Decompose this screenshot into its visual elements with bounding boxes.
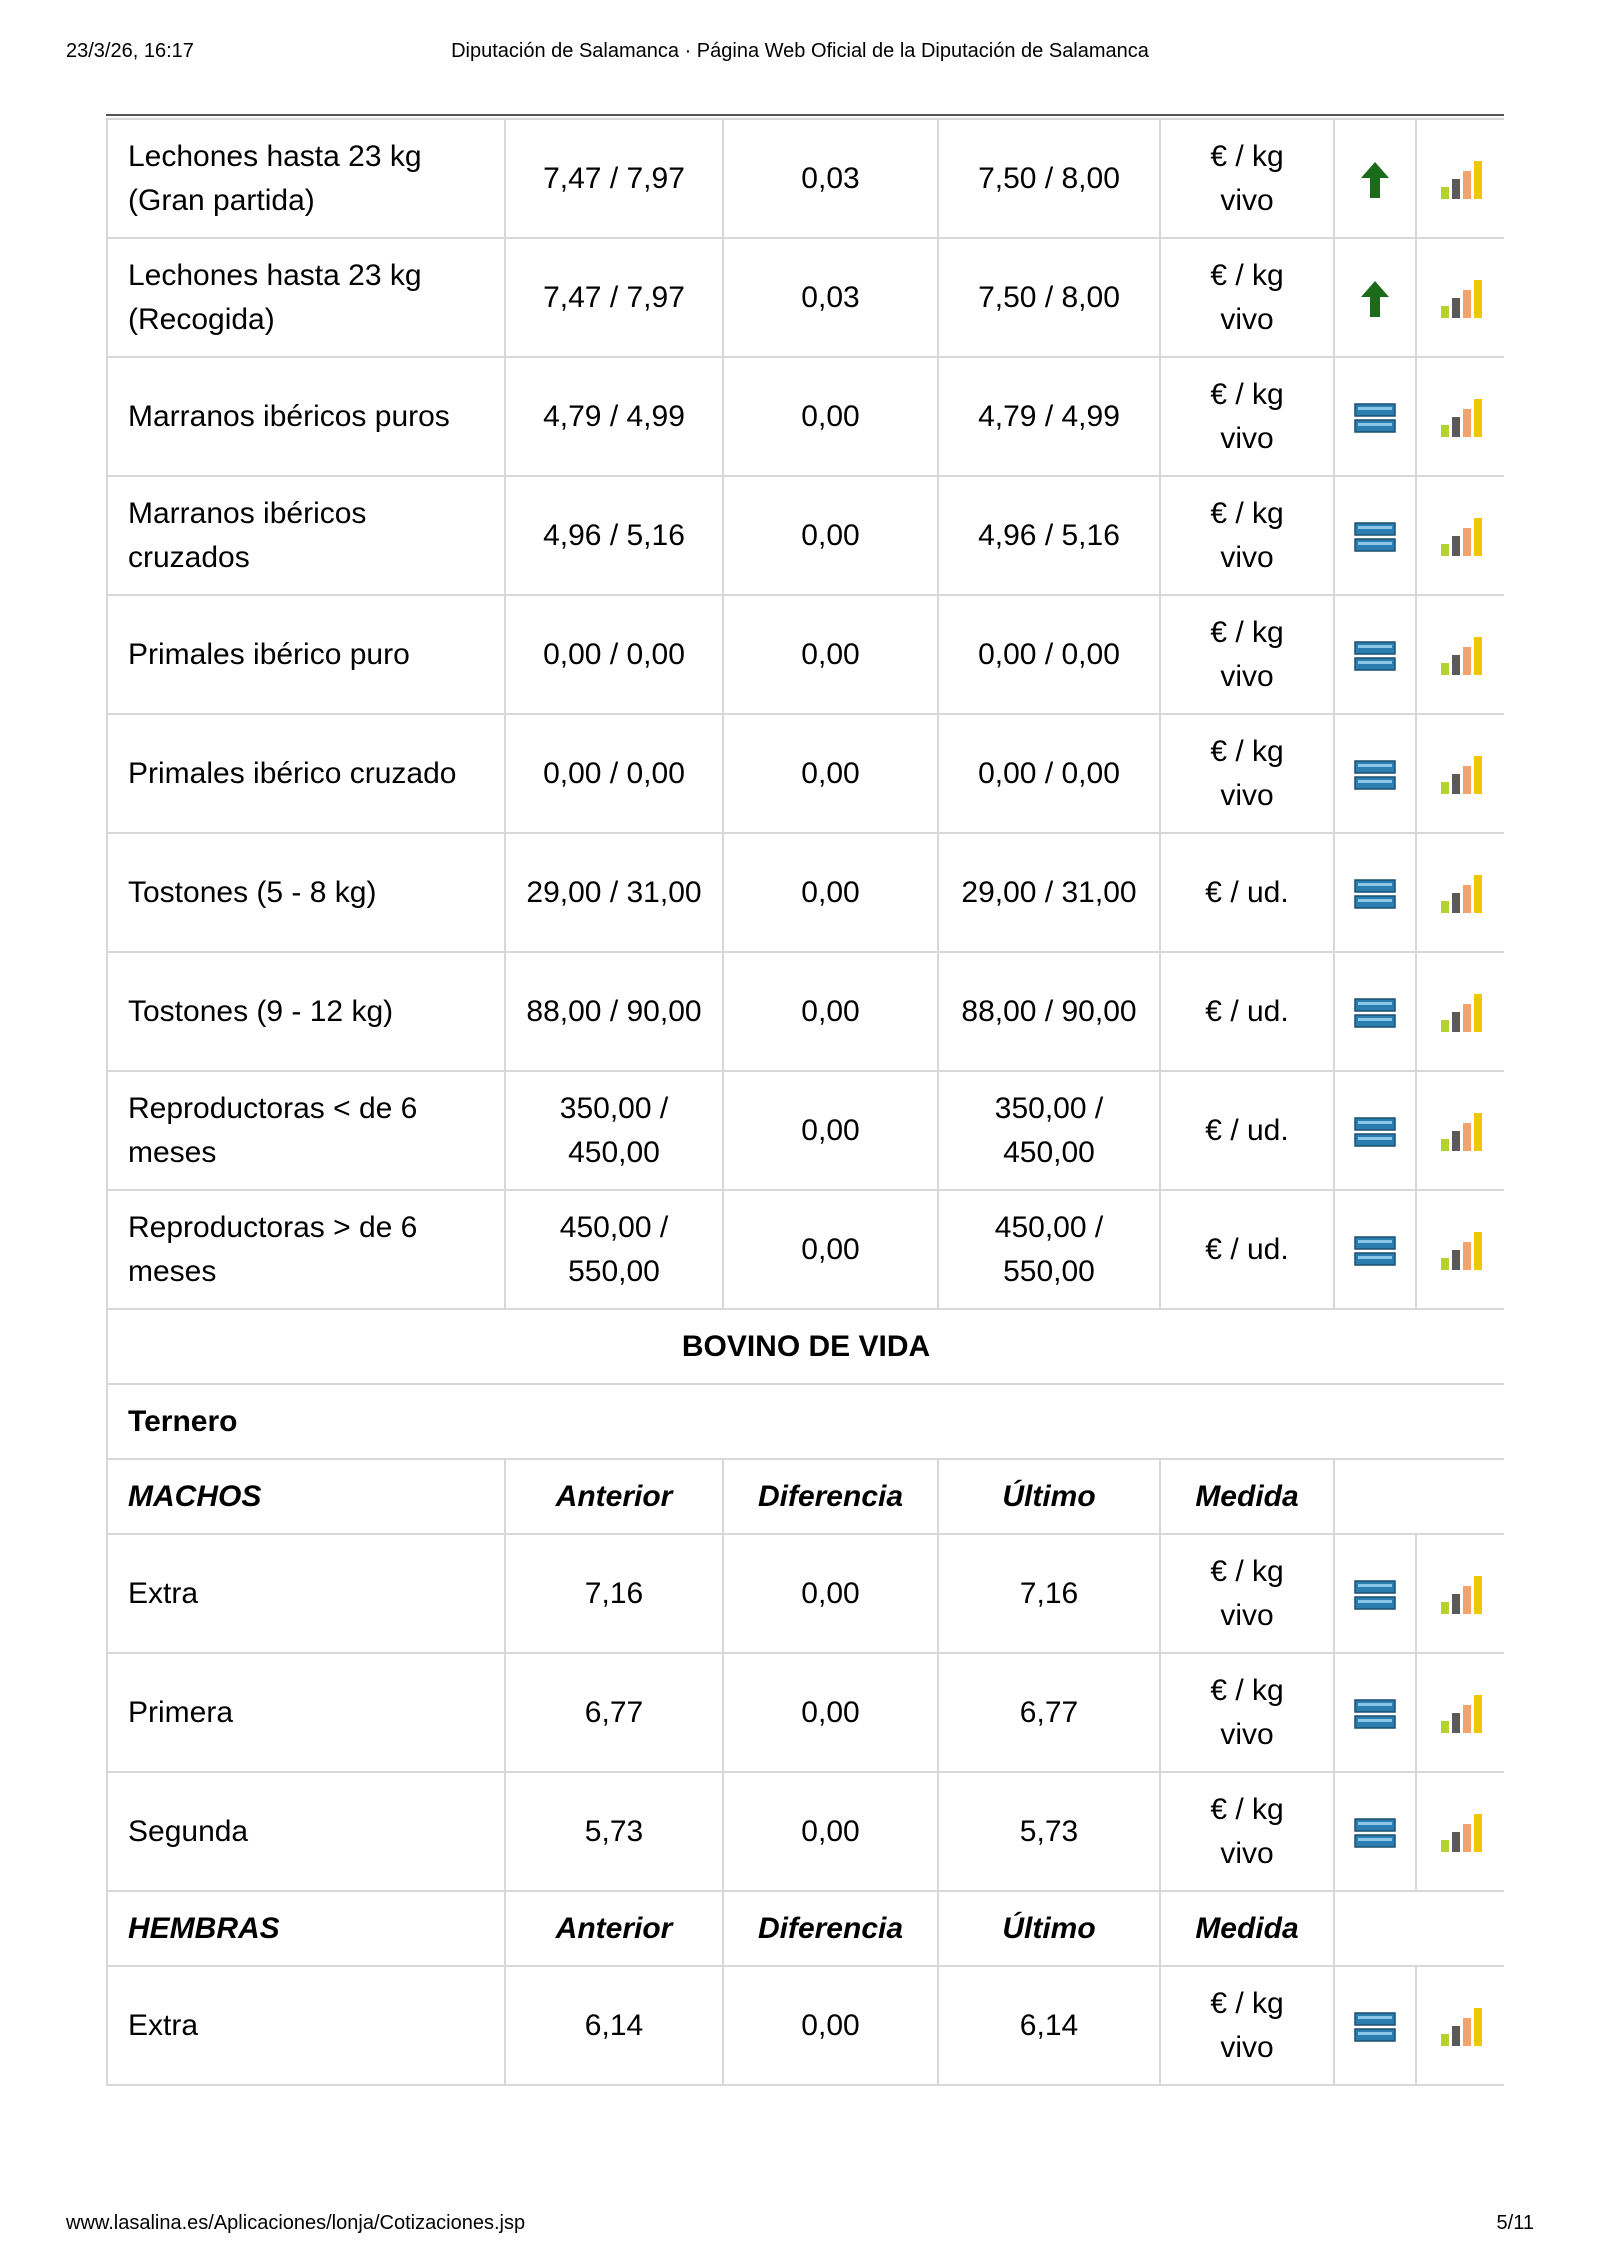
subsection-title: Ternero	[107, 1384, 1504, 1459]
diferencia-value: 0,00	[723, 714, 938, 833]
table-row	[107, 1534, 1504, 1653]
medida-value: € / kg vivo	[1160, 1966, 1334, 2085]
product-name: Lechones hasta 23 kg (Gran partida)	[107, 119, 505, 238]
header-diferencia: Diferencia	[723, 1891, 938, 1966]
header-ultimo: Último	[938, 1891, 1160, 1966]
trend-cell	[1334, 1966, 1416, 2085]
medida-value: € / kg vivo	[1160, 1534, 1334, 1653]
bar-chart-icon[interactable]	[1439, 874, 1483, 914]
table-row	[107, 595, 1504, 714]
table-row	[107, 952, 1504, 1071]
product-name: Extra	[107, 1534, 505, 1653]
bar-chart-icon[interactable]	[1439, 517, 1483, 557]
chart-link-cell[interactable]	[1416, 833, 1504, 952]
print-page-number: 5/11	[1496, 2212, 1534, 2234]
table-row	[107, 238, 1504, 357]
trend-cell	[1334, 238, 1416, 357]
anterior-value: 88,00 / 90,00	[505, 952, 723, 1071]
anterior-value: 0,00 / 0,00	[505, 714, 723, 833]
diferencia-value: 0,00	[723, 1772, 938, 1891]
print-footer	[0, 2212, 1600, 2242]
product-name: Tostones (5 - 8 kg)	[107, 833, 505, 952]
bar-chart-icon[interactable]	[1439, 1231, 1483, 1271]
header-empty	[1334, 1459, 1504, 1534]
diferencia-value: 0,00	[723, 476, 938, 595]
bar-chart-icon[interactable]	[1439, 636, 1483, 676]
equal-icon	[1354, 1235, 1396, 1267]
trend-cell	[1334, 1653, 1416, 1772]
ultimo-value: 29,00 / 31,00	[938, 833, 1160, 952]
anterior-value: 6,77	[505, 1653, 723, 1772]
table-row	[107, 1190, 1504, 1309]
anterior-value: 7,16	[505, 1534, 723, 1653]
table-row	[107, 119, 1504, 238]
trend-cell	[1334, 1071, 1416, 1190]
ultimo-value: 0,00 / 0,00	[938, 714, 1160, 833]
ultimo-value: 7,16	[938, 1534, 1160, 1653]
chart-link-cell[interactable]	[1416, 119, 1504, 238]
product-name: Primales ibérico puro	[107, 595, 505, 714]
equal-icon	[1354, 1579, 1396, 1611]
ultimo-value: 7,50 / 8,00	[938, 238, 1160, 357]
table-row	[107, 833, 1504, 952]
bar-chart-icon[interactable]	[1439, 160, 1483, 200]
trend-cell	[1334, 1772, 1416, 1891]
medida-value: € / ud.	[1160, 952, 1334, 1071]
product-name: Marranos ibéricos puros	[107, 357, 505, 476]
chart-link-cell[interactable]	[1416, 1071, 1504, 1190]
section-row	[107, 1309, 1504, 1384]
diferencia-value: 0,00	[723, 1071, 938, 1190]
anterior-value: 5,73	[505, 1772, 723, 1891]
anterior-value: 0,00 / 0,00	[505, 595, 723, 714]
product-name: Reproductoras > de 6 meses	[107, 1190, 505, 1309]
ultimo-value: 88,00 / 90,00	[938, 952, 1160, 1071]
header-ultimo: Último	[938, 1459, 1160, 1534]
header-anterior: Anterior	[505, 1459, 723, 1534]
trend-cell	[1334, 1534, 1416, 1653]
machos-rows	[107, 1534, 1504, 1891]
hembras-rows	[107, 1966, 1504, 2085]
chart-link-cell[interactable]	[1416, 476, 1504, 595]
header-medida: Medida	[1160, 1459, 1334, 1534]
medida-value: € / kg vivo	[1160, 476, 1334, 595]
bar-chart-icon[interactable]	[1439, 1694, 1483, 1734]
anterior-value: 350,00 / 450,00	[505, 1071, 723, 1190]
anterior-value: 4,79 / 4,99	[505, 357, 723, 476]
up-arrow-icon	[1360, 280, 1390, 318]
equal-icon	[1354, 2011, 1396, 2043]
chart-link-cell[interactable]	[1416, 1190, 1504, 1309]
ultimo-value: 450,00 / 550,00	[938, 1190, 1160, 1309]
bar-chart-icon[interactable]	[1439, 993, 1483, 1033]
ultimo-value: 0,00 / 0,00	[938, 595, 1160, 714]
equal-icon	[1354, 402, 1396, 434]
header-diferencia: Diferencia	[723, 1459, 938, 1534]
quotes-table	[106, 118, 1504, 2086]
anterior-value: 7,47 / 7,97	[505, 238, 723, 357]
trend-cell	[1334, 833, 1416, 952]
equal-icon	[1354, 521, 1396, 553]
table-row	[107, 714, 1504, 833]
ultimo-value: 6,14	[938, 1966, 1160, 2085]
up-arrow-icon	[1360, 161, 1390, 199]
machos-group-label: MACHOS	[107, 1459, 505, 1534]
trend-cell	[1334, 595, 1416, 714]
trend-cell	[1334, 952, 1416, 1071]
equal-icon	[1354, 1817, 1396, 1849]
ultimo-value: 350,00 / 450,00	[938, 1071, 1160, 1190]
chart-link-cell[interactable]	[1416, 238, 1504, 357]
ultimo-value: 5,73	[938, 1772, 1160, 1891]
medida-value: € / kg vivo	[1160, 595, 1334, 714]
diferencia-value: 0,00	[723, 1966, 938, 2085]
ultimo-value: 4,96 / 5,16	[938, 476, 1160, 595]
diferencia-value: 0,00	[723, 357, 938, 476]
table-row	[107, 1071, 1504, 1190]
medida-value: € / kg vivo	[1160, 714, 1334, 833]
subsection-row	[107, 1384, 1504, 1459]
product-name: Marranos ibéricos cruzados	[107, 476, 505, 595]
diferencia-value: 0,00	[723, 1653, 938, 1772]
medida-value: € / kg vivo	[1160, 1653, 1334, 1772]
bar-chart-icon[interactable]	[1439, 279, 1483, 319]
chart-link-cell[interactable]	[1416, 1772, 1504, 1891]
medida-value: € / kg vivo	[1160, 119, 1334, 238]
print-page-title: Diputación de Salamanca · Página Web Oficial de la Diputación de Salamanca	[451, 40, 1149, 62]
print-header	[0, 40, 1600, 70]
diferencia-value: 0,00	[723, 833, 938, 952]
diferencia-value: 0,03	[723, 238, 938, 357]
table-row	[107, 476, 1504, 595]
product-name: Extra	[107, 1966, 505, 2085]
trend-cell	[1334, 1190, 1416, 1309]
bar-chart-icon[interactable]	[1439, 1813, 1483, 1853]
trend-cell	[1334, 119, 1416, 238]
hembras-section	[107, 1891, 1504, 1966]
equal-icon	[1354, 640, 1396, 672]
ultimo-value: 4,79 / 4,99	[938, 357, 1160, 476]
machos-header-row	[107, 1459, 1504, 1534]
quotes-table-container	[106, 118, 1504, 2116]
table-row	[107, 1772, 1504, 1891]
medida-value: € / kg vivo	[1160, 1772, 1334, 1891]
medida-value: € / ud.	[1160, 1071, 1334, 1190]
chart-link-cell[interactable]	[1416, 1966, 1504, 2085]
print-datetime: 23/3/26, 16:17	[66, 40, 194, 62]
diferencia-value: 0,03	[723, 119, 938, 238]
anterior-value: 4,96 / 5,16	[505, 476, 723, 595]
medida-value: € / ud.	[1160, 833, 1334, 952]
equal-icon	[1354, 1116, 1396, 1148]
product-name: Primera	[107, 1653, 505, 1772]
ultimo-value: 7,50 / 8,00	[938, 119, 1160, 238]
header-empty	[1334, 1891, 1504, 1966]
hembras-group-label: HEMBRAS	[107, 1891, 505, 1966]
diferencia-value: 0,00	[723, 1190, 938, 1309]
section-title: BOVINO DE VIDA	[107, 1309, 1504, 1384]
bar-chart-icon[interactable]	[1439, 398, 1483, 438]
header-anterior: Anterior	[505, 1891, 723, 1966]
header-medida: Medida	[1160, 1891, 1334, 1966]
trend-cell	[1334, 714, 1416, 833]
bar-chart-icon[interactable]	[1439, 1112, 1483, 1152]
chart-link-cell[interactable]	[1416, 1534, 1504, 1653]
diferencia-value: 0,00	[723, 595, 938, 714]
diferencia-value: 0,00	[723, 1534, 938, 1653]
chart-link-cell[interactable]	[1416, 952, 1504, 1071]
product-name: Reproductoras < de 6 meses	[107, 1071, 505, 1190]
product-name: Segunda	[107, 1772, 505, 1891]
equal-icon	[1354, 1698, 1396, 1730]
medida-value: € / kg vivo	[1160, 238, 1334, 357]
equal-icon	[1354, 759, 1396, 791]
product-name: Primales ibérico cruzado	[107, 714, 505, 833]
anterior-value: 7,47 / 7,97	[505, 119, 723, 238]
chart-link-cell[interactable]	[1416, 595, 1504, 714]
anterior-value: 6,14	[505, 1966, 723, 2085]
bar-chart-icon[interactable]	[1439, 755, 1483, 795]
chart-link-cell[interactable]	[1416, 1653, 1504, 1772]
table-row	[107, 357, 1504, 476]
trend-cell	[1334, 357, 1416, 476]
bar-chart-icon[interactable]	[1439, 1575, 1483, 1615]
diferencia-value: 0,00	[723, 952, 938, 1071]
porcine-rows	[107, 119, 1504, 1309]
chart-link-cell[interactable]	[1416, 357, 1504, 476]
bar-chart-icon[interactable]	[1439, 2007, 1483, 2047]
hembras-header-row	[107, 1891, 1504, 1966]
trend-cell	[1334, 476, 1416, 595]
medida-value: € / ud.	[1160, 1190, 1334, 1309]
chart-link-cell[interactable]	[1416, 714, 1504, 833]
table-row	[107, 1966, 1504, 2085]
anterior-value: 450,00 / 550,00	[505, 1190, 723, 1309]
table-row	[107, 1653, 1504, 1772]
product-name: Tostones (9 - 12 kg)	[107, 952, 505, 1071]
ultimo-value: 6,77	[938, 1653, 1160, 1772]
anterior-value: 29,00 / 31,00	[505, 833, 723, 952]
bovine-section	[107, 1309, 1504, 1534]
equal-icon	[1354, 997, 1396, 1029]
print-url: www.lasalina.es/Aplicaciones/lonja/Cotizaciones.jsp	[66, 2212, 526, 2234]
medida-value: € / kg vivo	[1160, 357, 1334, 476]
table-top-border	[106, 114, 1504, 116]
product-name: Lechones hasta 23 kg (Recogida)	[107, 238, 505, 357]
equal-icon	[1354, 878, 1396, 910]
